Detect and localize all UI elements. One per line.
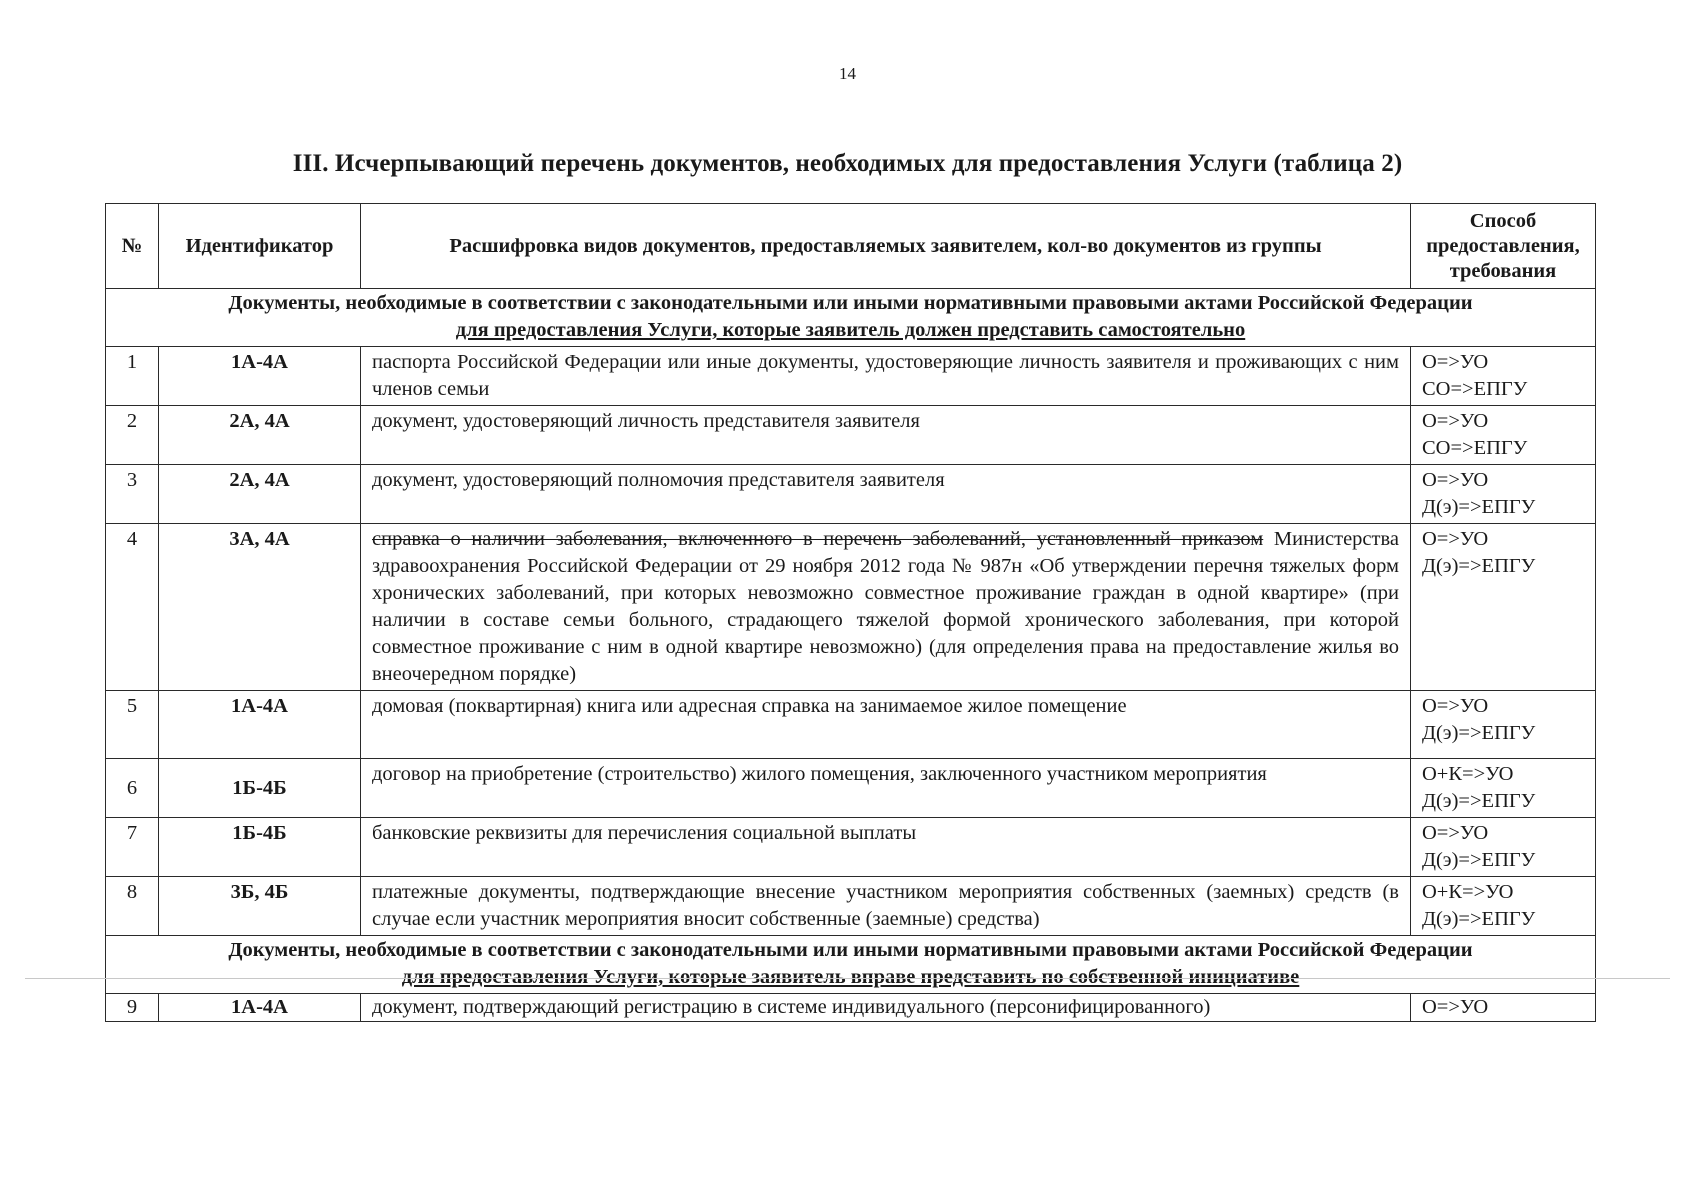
- row-identifier: 1А-4А: [159, 994, 361, 1022]
- row-description-struck: справка о наличии заболевания, включенного в перечень заболеваний, установленный приказом: [372, 528, 1264, 550]
- row-description: документ, удостоверяющий личность представителя заявителя: [361, 406, 1411, 465]
- row-num: 3: [106, 465, 159, 524]
- section-title: III. Исчерпывающий перечень документов, необходимых для предоставления Услуги (таблица 2): [292, 150, 1403, 177]
- table-row: [106, 465, 1596, 524]
- table-row: [106, 994, 1596, 1022]
- row-method-line: О+К=>УО: [1422, 881, 1514, 903]
- group1-line1: Документы, необходимые в соответствии с законодательными или иными нормативными правовыми актами Российской Федерации: [228, 292, 1473, 314]
- row-identifier: 1Б-4Б: [159, 759, 361, 818]
- row-method-line: Д(э)=>ЕПГУ: [1422, 722, 1536, 744]
- page-number: 14: [839, 64, 856, 83]
- documents-table: [105, 203, 1596, 1022]
- row-method-line: О=>УО: [1422, 351, 1489, 373]
- row-identifier: 1Б-4Б: [159, 818, 361, 877]
- row-description: документ, подтверждающий регистрацию в системе индивидуального (персонифицированного): [361, 994, 1411, 1022]
- table-row: [106, 759, 1596, 818]
- table-row: [106, 524, 1596, 691]
- row-method-line: О=>УО: [1422, 695, 1489, 717]
- table-row: [106, 347, 1596, 406]
- row-method-line: Д(э)=>ЕПГУ: [1422, 790, 1536, 812]
- row-description: платежные документы, подтверждающие внесение участником мероприятия собственных (заемных) средств (в случае если участник мероприятия вносит собственные (заемные) средства): [361, 877, 1411, 936]
- group1-line2: для предоставления Услуги, которые заявитель должен представить самостоятельно: [455, 319, 1246, 341]
- row-num: 8: [106, 877, 159, 936]
- scan-divider-line: [25, 978, 1670, 979]
- row-method: [1411, 877, 1596, 936]
- group-header-optional-cell: [106, 936, 1596, 994]
- group-header-mandatory-cell: [106, 289, 1596, 347]
- row-num: 4: [106, 524, 159, 691]
- group2-line2: для предоставления Услуги, которые заявитель вправе представить по собственной инициативе: [401, 966, 1300, 988]
- table-row: [106, 406, 1596, 465]
- row-method-line: О=>УО: [1422, 469, 1489, 491]
- row-description-rest: Министерства здравоохранения Российской Федерации от 29 ноября 2012 года № 987н «Об утверждении перечня тяжелых форм хронических заболеваний, при которых невозможно совместное проживание граждан в одной квартире» (при наличии в составе семьи больного, страдающего тяжелой формой хронического заболевания, при которой совместное проживание с ним в одной квартире невозможно) (для определения права на предоставление жилья во внеочередном порядке): [372, 528, 1399, 685]
- row-num: 7: [106, 818, 159, 877]
- row-method-line: О=>УО: [1422, 996, 1489, 1018]
- header-method: Способ предоставления, требования: [1411, 204, 1596, 289]
- row-identifier: 2А, 4А: [159, 406, 361, 465]
- row-method: [1411, 465, 1596, 524]
- row-description: документ, удостоверяющий полномочия представителя заявителя: [361, 465, 1411, 524]
- row-num: 6: [106, 759, 159, 818]
- row-description: банковские реквизиты для перечисления социальной выплаты: [361, 818, 1411, 877]
- row-method: [1411, 691, 1596, 759]
- row-num: 5: [106, 691, 159, 759]
- row-identifier: 3Б, 4Б: [159, 877, 361, 936]
- row-method-line: О=>УО: [1422, 410, 1489, 432]
- table-header-row: [106, 204, 1596, 289]
- header-num: №: [106, 204, 159, 289]
- row-identifier: 3А, 4А: [159, 524, 361, 691]
- row-method: [1411, 759, 1596, 818]
- row-num: 2: [106, 406, 159, 465]
- header-identifier: Идентификатор: [159, 204, 361, 289]
- group-header-mandatory: [106, 289, 1596, 347]
- group2-line1: Документы, необходимые в соответствии с законодательными или иными нормативными правовыми актами Российской Федерации: [228, 939, 1473, 961]
- row-num: 1: [106, 347, 159, 406]
- row-method-line: О=>УО: [1422, 822, 1489, 844]
- table-row: [106, 877, 1596, 936]
- table-row: [106, 691, 1596, 759]
- row-description: паспорта Российской Федерации или иные документы, удостоверяющие личность заявителя и проживающих с ним членов семьи: [361, 347, 1411, 406]
- row-method-line: О=>УО: [1422, 528, 1489, 550]
- group-header-optional: [106, 936, 1596, 994]
- row-identifier: 1А-4А: [159, 347, 361, 406]
- row-method-line: Д(э)=>ЕПГУ: [1422, 496, 1536, 518]
- header-description: Расшифровка видов документов, предоставляемых заявителем, кол-во документов из группы: [361, 204, 1411, 289]
- row-num: 9: [106, 994, 159, 1022]
- row-method: [1411, 524, 1596, 691]
- row-method-line: О+К=>УО: [1422, 763, 1514, 785]
- row-method: [1411, 818, 1596, 877]
- row-method-line: Д(э)=>ЕПГУ: [1422, 908, 1536, 930]
- row-method-line: СО=>ЕПГУ: [1422, 437, 1528, 459]
- row-description: домовая (поквартирная) книга или адресная справка на занимаемое жилое помещение: [361, 691, 1411, 759]
- table-row: [106, 818, 1596, 877]
- row-identifier: 2А, 4А: [159, 465, 361, 524]
- row-description: [361, 524, 1411, 691]
- row-method-line: Д(э)=>ЕПГУ: [1422, 849, 1536, 871]
- row-method-line: Д(э)=>ЕПГУ: [1422, 555, 1536, 577]
- row-method: [1411, 994, 1596, 1022]
- row-identifier: 1А-4А: [159, 691, 361, 759]
- row-method: [1411, 406, 1596, 465]
- row-method-line: СО=>ЕПГУ: [1422, 378, 1528, 400]
- row-method: [1411, 347, 1596, 406]
- row-description: договор на приобретение (строительство) жилого помещения, заключенного участником мероприятия: [361, 759, 1411, 818]
